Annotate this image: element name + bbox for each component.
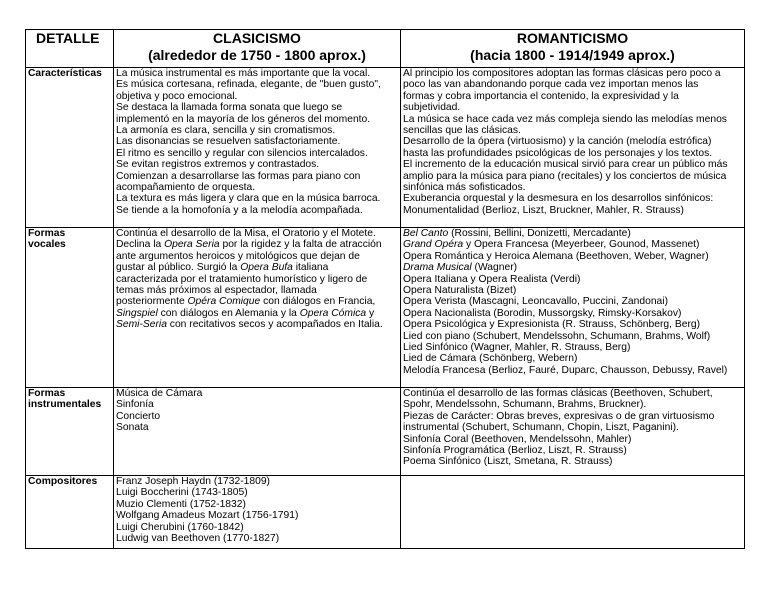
label-formas-vocales: Formas vocales	[26, 228, 114, 388]
romanticismo-caracteristicas: Al principio los compositores adoptan las formas clásicas pero poco a poco las van abandonando porque cada vez importan menos las formas y cobra importancia el contenido, la expresividad y la subjetividad. La música se hace cada vez más compleja siendo las melodías menos sencillas que las clásicas. Desarrollo de la ópera (virtuosismo) y la canción (melodía estrófica) hasta las profundidades psicológicas de los personajes y los textos. El incremento de la educación musical sirvió para crear un público más amplio para la música para piano (recitales) y los conciertos de música sinfónica más sofisticados. Exuberancia orquestal y la desmesura en los desarrollos sinfónicos: Monumentalidad (Berlioz, Liszt, Bruckner, Mahler, R. Strauss)	[401, 68, 745, 228]
row-compositores	[26, 476, 745, 549]
clasicismo-formas-instrumentales: Música de Cámara Sinfonía Concierto Sonata	[114, 388, 401, 476]
row-formas-instrumentales	[26, 388, 745, 476]
header-romanticismo	[401, 30, 745, 68]
romanticismo-formas-instrumentales: Continúa el desarrollo de las formas clásicas (Beethoven, Schubert, Spohr, Mendelssohn, Schumann, Brahms, Bruckner). Piezas de Carácter: Obras breves, expresivas o de gran virtuosismo instrumental (Schubert, Schumann, Chopin, Liszt, Paganini). Sinfonía Coral (Beethoven, Mendelssohn, Mahler) Sinfonía Programática (Berlioz, Liszt, R. Strauss) Poema Sinfónico (Liszt, Smetana, R. Strauss)	[401, 388, 745, 476]
romanticismo-compositores-empty	[401, 476, 745, 549]
clasicismo-compositores: Franz Joseph Haydn (1732-1809) Luigi Boccherini (1743-1805) Muzio Clementi (1752-1832) Wolfgang Amadeus Mozart (1756-1791) Luigi Cherubini (1760-1842) Ludwig van Beethoven (1770-1827)	[114, 476, 401, 549]
clasicismo-title: CLASICISMO	[213, 30, 301, 46]
romanticismo-formas-vocales: Bel Canto (Rossini, Bellini, Donizetti, Mercadante) Grand Opéra y Ópera Francesa (Meyerbeer, Gounod, Massenet) Ópera Romántica y Heroica Alemana (Beethoven, Weber, Wagner) Drama Musical (Wagner) Ópera Italiana y Ópera Realista (Verdi) Ópera Naturalista (Bizet) Ópera Verista (Mascagni, Leoncavallo, Puccini, Zandonai) Ópera Nacionalista (Borodin, Mussorgsky, Rimsky-Korsakov) Ópera Psicológica y Expresionista (R. Strauss, Schönberg, Berg) Lied con piano (Schubert, Mendelssohn, Schumann, Brahms, Wolf) Lied Sinfónico (Wagner, Mahler, R. Strauss, Berg) Lied de Cámara (Schönberg, Webern) Melodía Francesa (Berlioz, Fauré, Duparc, Chausson, Debussy, Ravel)	[401, 228, 745, 388]
romanticismo-title: ROMANTICISMO	[516, 30, 629, 46]
clasicismo-subtitle: (alrededor de 1750 - 1800 aprox.)	[148, 47, 366, 63]
header-detalle: DETALLE	[26, 30, 114, 68]
clasicismo-caracteristicas: La música instrumental es más importante que la vocal. Es música cortesana, refinada, elegante, de "buen gusto", objetiva y poco emocional. Se destaca la llamada forma sonata que luego se implementó en la mayoría de los géneros del momento. La armonía es clara, sencilla y sin cromatismos. Las disonancias se resuelven satisfactoriamente. El ritmo es sencillo y regular con silencios intercalados. Se evitan registros extremos y contrastados. Comienzan a desarrollarse las formas para piano con acompañamiento de orquesta. La textura es más ligera y clara que en la música barroca. Se tiende a la homofonía y a la melodía acompañada.	[114, 68, 401, 228]
romanticismo-subtitle: (hacia 1800 - 1914/1949 aprox.)	[470, 47, 675, 63]
row-formas-vocales	[26, 228, 745, 388]
label-compositores: Compositores	[26, 476, 114, 549]
row-caracteristicas	[26, 68, 745, 228]
comparison-table	[25, 29, 745, 549]
header-clasicismo	[114, 30, 401, 68]
header-row	[26, 30, 745, 68]
clasicismo-formas-vocales: Continúa el desarrollo de la Misa, el Oratorio y el Motete. Declina la Ópera Seria por la rigidez y la falta de atracción ante argumentos heroicos y mitológicos que dejan de gustar al público. Surgió la Ópera Bufa italiana caracterizada por el tratamiento humorístico y ligero de temas más próximos al espectador, llamada posteriormente Opéra Comique con diálogos en Francia, Singspiel con diálogos en Alemania y la Ópera Cómica y Semi-Seria con recitativos secos y acompañados en Italia.	[114, 228, 401, 388]
label-caracteristicas: Características	[26, 68, 114, 228]
label-formas-instrumentales: Formas instrumentales	[26, 388, 114, 476]
